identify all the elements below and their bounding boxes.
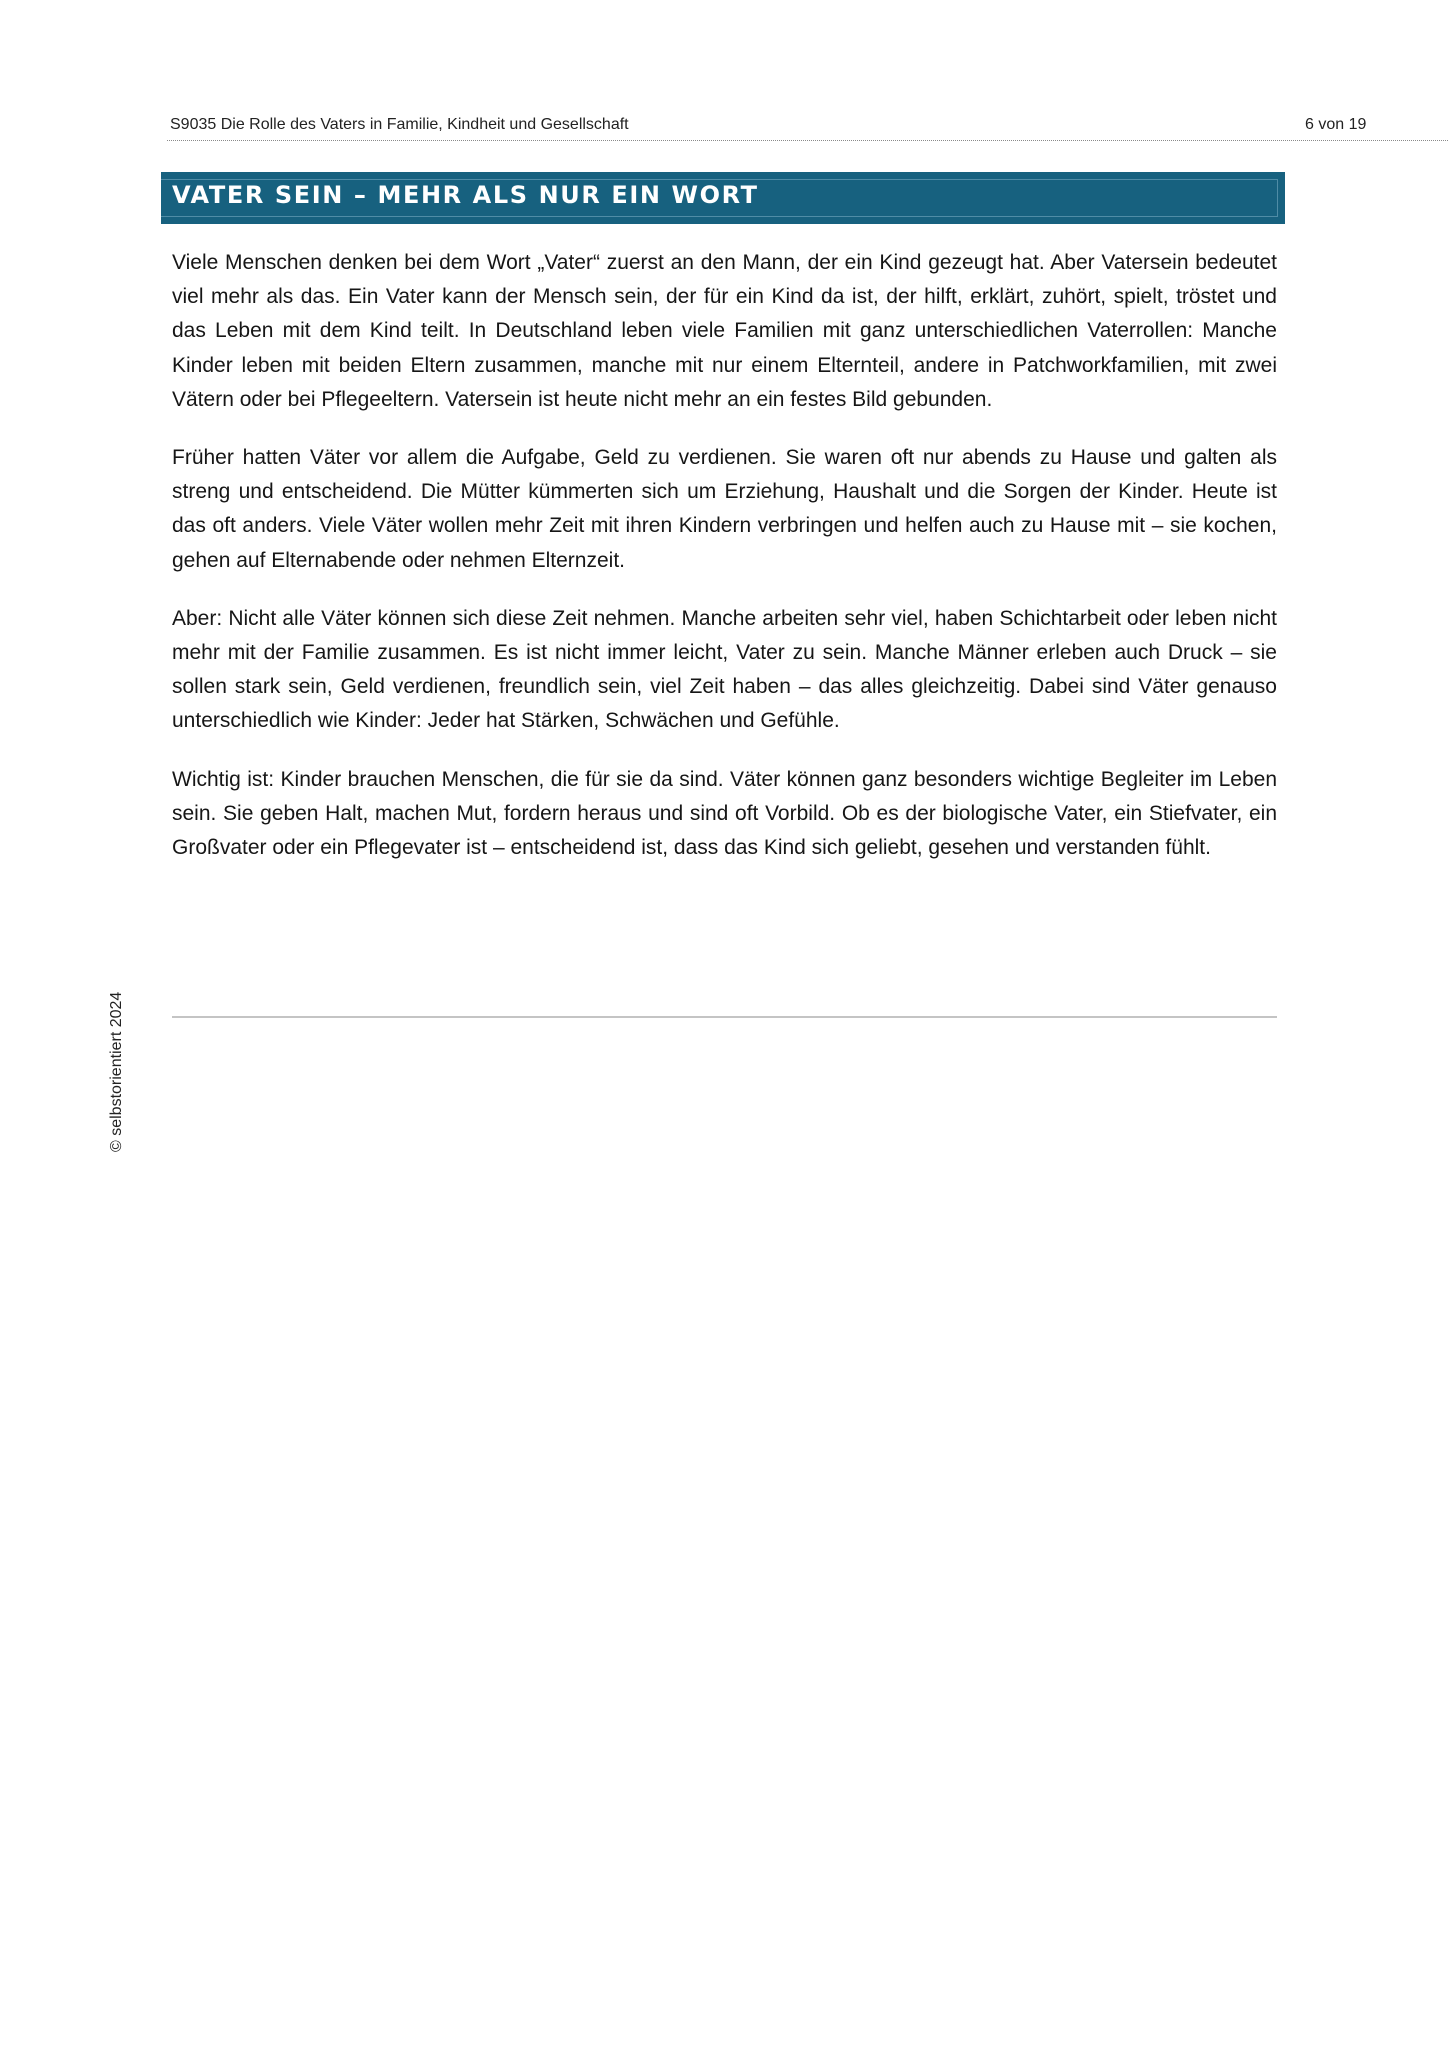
paragraph: Aber: Nicht alle Väter können sich diese Zeit nehmen. Manche arbeiten sehr viel, haben Schichtarbeit oder leben nicht mehr mit der Familie zusammen. Es ist nicht immer leicht, Vater zu sein. Manche Männer erleben auch Druck – sie sollen stark sein, Geld verdienen, freundlich sein, viel Zeit haben – das alles gleichzeitig. Dabei sind Väter genauso unterschiedlich wie Kinder: Jeder hat Stärken, Schwächen und Gefühle. xyxy=(172,606,1277,733)
paragraph: Viele Menschen denken bei dem Wort „Vater“ zuerst an den Mann, der ein Kind gezeugt hat. Aber Vatersein bedeutet viel mehr als das. Ein Vater kann der Mensch sein, der für ein Kind da ist, der hilft, erklärt, zuhört, spielt, tröstet und das Leben mit dem Kind teilt. In Deutschland leben viele Familien mit ganz unterschiedlichen Vaterrollen: Manche Kinder leben mit beiden Eltern zusammen, manche mit nur einem Elternteil, andere in Patchworkfamilien, mit zwei Vätern oder bei Pflegeeltern. Vatersein ist heute nicht mehr an ein festes Bild gebunden. xyxy=(172,251,1277,411)
section-end-divider xyxy=(172,1016,1277,1018)
section-heading: VATER SEIN – MEHR ALS NUR EIN WORT xyxy=(172,181,759,209)
body-text xyxy=(172,246,1277,889)
page-indicator: 6 von 19 xyxy=(1305,116,1367,133)
paragraph: Wichtig ist: Kinder brauchen Menschen, die für sie da sind. Väter können ganz besonders wichtige Begleiter im Leben sein. Sie geben Halt, machen Mut, fordern heraus und sind oft Vorbild. Ob es der biologische Vater, ein Stiefvater, ein Großvater oder ein Pflegevater ist – entscheidend ist, dass das Kind sich geliebt, gesehen und verstanden fühlt. xyxy=(172,767,1277,860)
copyright-notice: © selbstorientiert 2024 xyxy=(108,991,125,1152)
page-header xyxy=(170,114,1448,140)
paragraph: Früher hatten Väter vor allem die Aufgabe, Geld zu verdienen. Sie waren oft nur abends zu Hause und galten als streng und entscheidend. Die Mütter kümmerten sich um Erziehung, Haushalt und die Sorgen der Kinder. Heute ist das oft anders. Viele Väter wollen mehr Zeit mit ihren Kindern verbringen und helfen auch zu Hause mit – sie kochen, gehen auf Elternabende oder nehmen Elternzeit. xyxy=(172,446,1277,572)
section-heading-bar xyxy=(161,172,1285,224)
document-title: S9035 Die Rolle des Vaters in Familie, Kindheit und Gesellschaft xyxy=(170,116,629,133)
header-divider xyxy=(167,140,1448,141)
